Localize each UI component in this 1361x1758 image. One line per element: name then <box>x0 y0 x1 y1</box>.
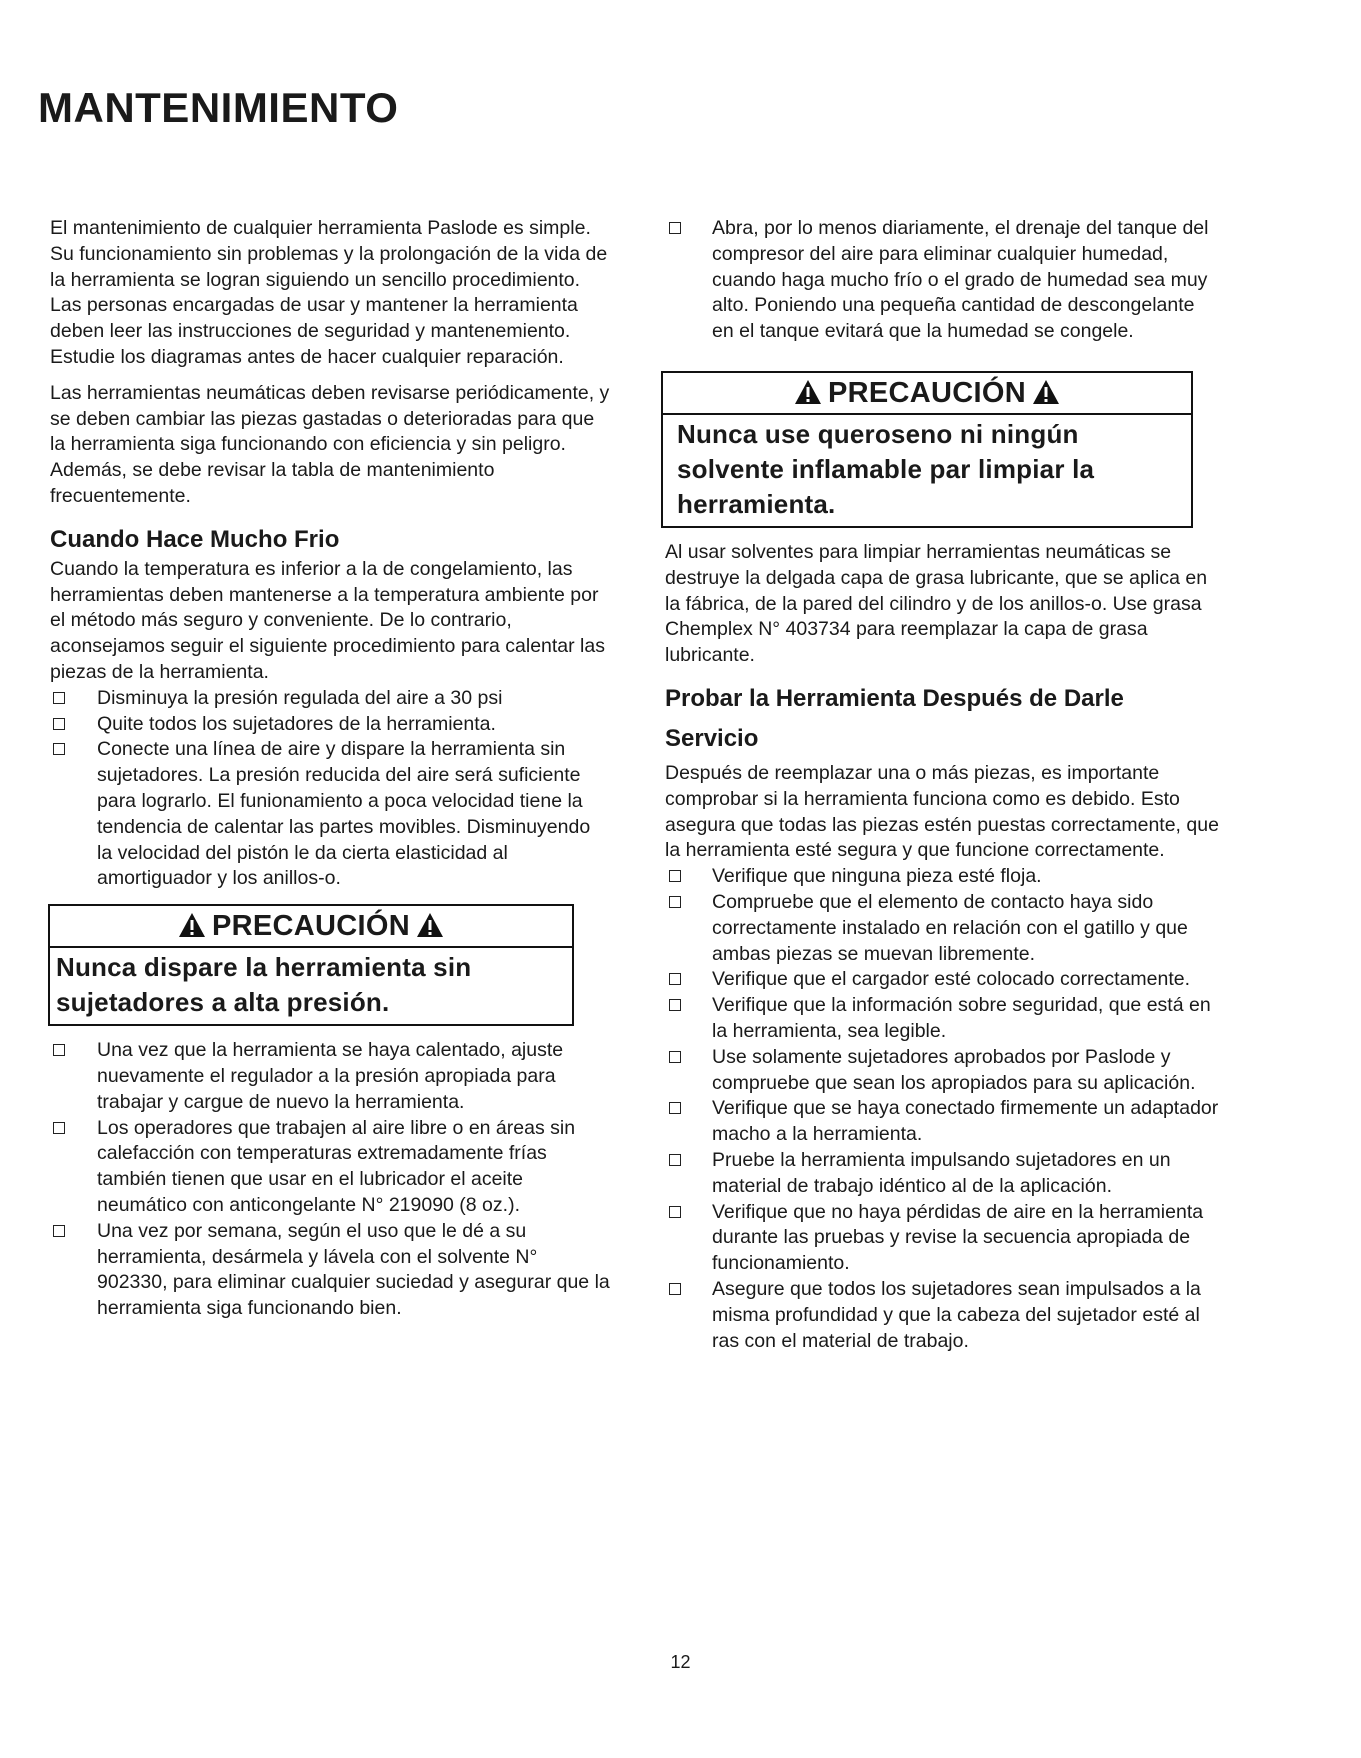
list-item: Disminuya la presión regulada del aire a 30 psi <box>50 686 610 712</box>
checkbox-icon <box>53 1044 65 1056</box>
checkbox-icon <box>53 1225 65 1237</box>
checkbox-icon <box>669 870 681 882</box>
checkbox-icon <box>669 973 681 985</box>
list-item: Conecte una línea de aire y dispare la herramienta sin sujetadores. La presión reducida del aire será suficiente para lograrlo. El funionamiento a poca velocidad tiene la tendencia de calentar las partes movibles. Disminuyendo la velocidad del pistón le da cierta elasticidad al amortiguador y los anillos-o. <box>50 737 610 892</box>
list-item: Verifique que ninguna pieza esté floja. <box>665 864 1221 890</box>
list-item: Pruebe la herramienta impulsando sujetadores en un material de trabajo idéntico al de la aplicación. <box>665 1148 1221 1200</box>
caution-box-firing <box>48 904 574 1026</box>
warning-icon <box>178 912 206 938</box>
checkbox-icon <box>53 692 65 704</box>
page-number: 12 <box>670 1652 691 1672</box>
cold-weather-heading: Cuando Hace Mucho Frio <box>50 525 340 553</box>
intro-paragraph-1: El mantenimiento de cualquier herramienta Paslode es simple. Su funcionamiento sin problemas y la prolongación de la vida de la herramienta se logran siguiendo un sencillo procedimiento. Las personas encargadas de usar y mantener la herramienta deben leer las instrucciones de seguridad y mantenemiento. Estudie los diagramas antes de hacer cualquier reparación. <box>50 217 608 368</box>
checkbox-icon <box>669 1283 681 1295</box>
list-item: Una vez por semana, según el uso que le dé a su herramienta, desármela y lávela con el solvente N° 902330, para eliminar cualquier suciedad y asegurar que la herramienta siga funcionando bien. <box>50 1219 610 1322</box>
list-item: Verifique que no haya pérdidas de aire en la herramienta durante las pruebas y revise la secuencia apropiada de funcionamiento. <box>665 1200 1221 1277</box>
page-title: MANTENIMIENTO <box>38 84 399 131</box>
intro-paragraph-2: Las herramientas neumáticas deben revisarse periódicamente, y se deben cambiar las piezas gastadas o deterioradas para que la herramienta siga funcionando con eficiencia y sin peligro. Además, se debe revisar la tabla de mantenimiento frecuentemente. <box>50 381 610 507</box>
list-item: Asegure que todos los sujetadores sean impulsados a la misma profundidad y que la cabeza del sujetador esté al ras con el material de trabajo. <box>665 1277 1221 1354</box>
checkbox-icon <box>669 896 681 908</box>
left-column <box>50 216 610 1322</box>
testing-heading: Probar la Herramienta Después de Darle Servicio <box>665 684 1124 752</box>
list-item: Verifique que la información sobre seguridad, que está en la herramienta, sea legible. <box>665 993 1221 1045</box>
checkbox-icon <box>669 1154 681 1166</box>
solvent-paragraph: Al usar solventes para limpiar herramientas neumáticas se destruye la delgada capa de grasa lubricante, que se aplica en la fábrica, de la pared del cilindro y de los anillos-o. Use grasa Chemplex N° 403734 para reemplazar la capa de grasa lubricante. <box>665 540 1208 667</box>
caution-text: Nunca dispare la herramienta sin sujetadores a alta presión. <box>56 952 472 1018</box>
list-item: Abra, por lo menos diariamente, el drenaje del tanque del compresor del aire para eliminar cualquier humedad, cuando haga mucho frío o el grado de humedad sea muy alto. Poniendo una pequeña cantidad de descongelante en el tanque evitará que la humedad se congele. <box>665 216 1221 345</box>
checkbox-icon <box>669 1206 681 1218</box>
list-item: Verifique que se haya conectado firmemente un adaptador macho a la herramienta. <box>665 1096 1221 1148</box>
checkbox-icon <box>53 1122 65 1134</box>
cold-weather-intro: Cuando la temperatura es inferior a la de congelamiento, las herramientas deben mantenerse a la temperatura ambiente por el método más seguro y conveniente. De lo contrario, aconsejamos seguir el siguiente procedimiento para calentar las piezas de la herramienta. <box>50 557 605 683</box>
caution-box-solvent <box>661 371 1193 528</box>
list-item: Verifique que el cargador esté colocado correctamente. <box>665 967 1221 993</box>
testing-intro: Después de reemplazar una o más piezas, es importante comprobar si la herramienta funciona como es debido. Esto asegura que todas las piezas estén puestas correctamente, que la herramienta esté segura y que funcione correctamente. <box>665 761 1219 862</box>
checkbox-icon <box>669 1102 681 1114</box>
checkbox-icon <box>669 222 681 234</box>
after-warmup-checklist <box>50 1038 610 1322</box>
testing-checklist <box>665 864 1221 1354</box>
list-item: Una vez que la herramienta se haya calentado, ajuste nuevamente el regulador a la presión apropiada para trabajar y cargue de nuevo la herramienta. <box>50 1038 610 1115</box>
checkbox-icon <box>669 999 681 1011</box>
checkbox-icon <box>53 718 65 730</box>
warning-icon <box>794 379 822 405</box>
list-item: Use solamente sujetadores aprobados por Paslode y compruebe que sean los apropiados para su aplicación. <box>665 1045 1221 1097</box>
checkbox-icon <box>669 1051 681 1063</box>
drain-checklist <box>665 216 1221 345</box>
checkbox-icon <box>53 743 65 755</box>
list-item: Los operadores que trabajen al aire libre o en áreas sin calefacción con temperaturas extremadamente frías también tienen que usar en el lubricador el aceite neumático con anticongelante N° 219090 (8 oz.). <box>50 1116 610 1219</box>
caution-title: PRECAUCIÓN <box>663 373 1191 415</box>
right-column <box>665 216 1221 1354</box>
caution-title: PRECAUCIÓN <box>50 906 572 948</box>
cold-weather-checklist <box>50 686 610 892</box>
caution-text: Nunca use queroseno ni ningún solvente inflamable par limpiar la herramienta. <box>677 418 1095 519</box>
list-item: Quite todos los sujetadores de la herramienta. <box>50 712 610 738</box>
warning-icon <box>416 912 444 938</box>
warning-icon <box>1032 379 1060 405</box>
list-item: Compruebe que el elemento de contacto haya sido correctamente instalado en relación con el gatillo y que ambas piezas se muevan libremente. <box>665 890 1221 967</box>
